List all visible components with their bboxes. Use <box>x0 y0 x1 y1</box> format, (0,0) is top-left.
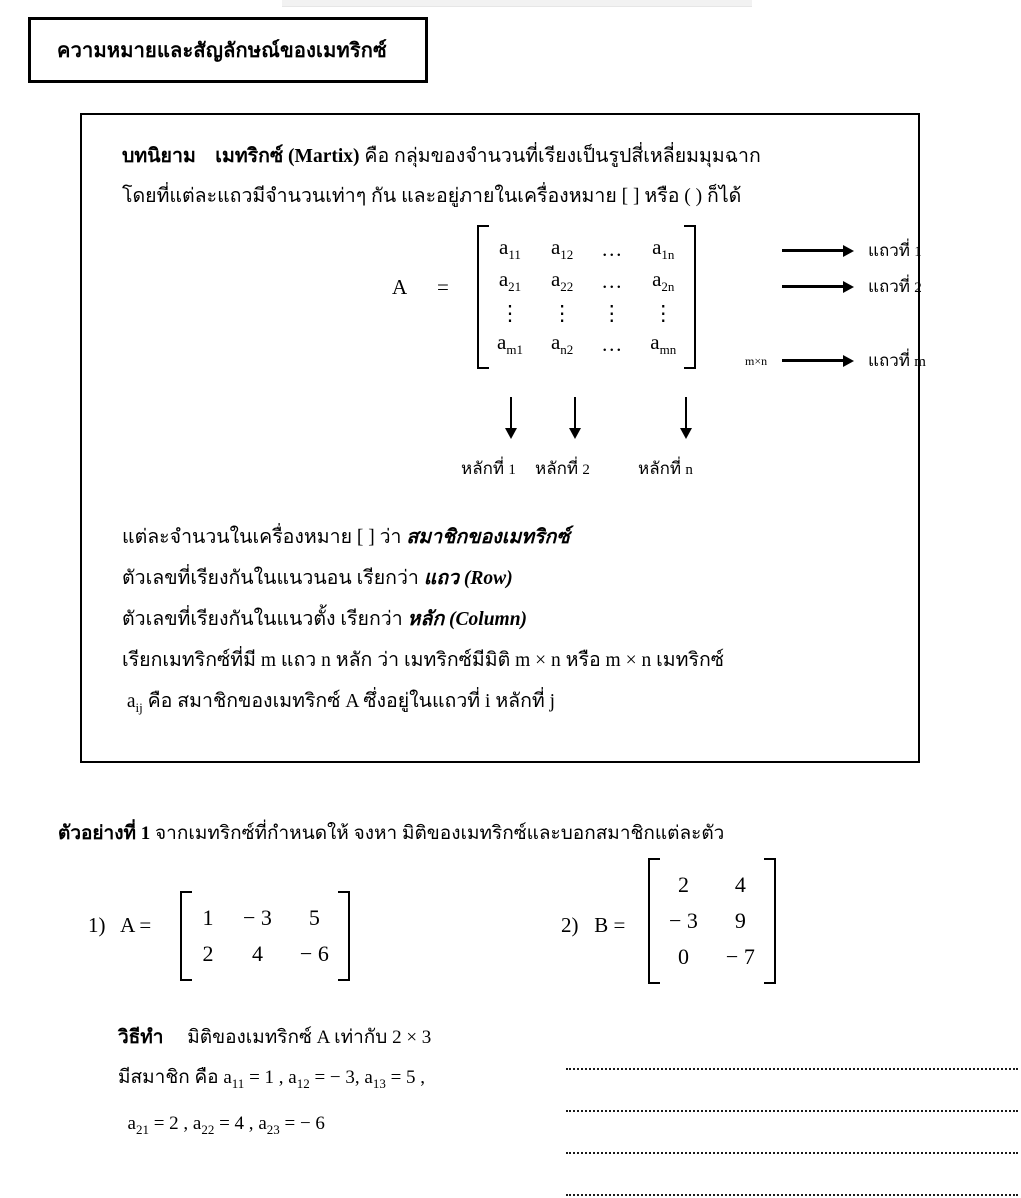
row-label-m: แถวที่ m <box>868 351 926 370</box>
column-label-1: หลักที่ 1 <box>461 459 516 478</box>
arrow-right-icon <box>782 285 844 288</box>
matrix-cell: − 3 <box>243 905 272 930</box>
matrix-cell: 4 <box>251 941 263 966</box>
matrix-cell: $a_{n2}$ <box>550 330 574 358</box>
solution-label: วิธีทำ <box>118 1027 164 1048</box>
term-column: หลัก (Column) <box>407 609 528 630</box>
matrix-cell: 1 <box>202 905 214 930</box>
table-row <box>656 904 768 938</box>
term-element-of-matrix: สมาชิกของเมทริกซ์ <box>406 527 570 548</box>
matrix-bracket <box>477 227 696 367</box>
matrix-cell: 2 <box>202 941 214 966</box>
definition-line-1 <box>122 137 890 177</box>
definition-line-1-rest: คือ กลุ่มของจำนวนที่เรียงเป็นรูปสี่เหลี่ยมมุมฉาก <box>364 146 761 167</box>
matrix-cell-vdots: ⋮ <box>652 300 674 325</box>
matrix-name: A <box>392 275 408 299</box>
example-item-number: 2) <box>561 913 579 937</box>
matrix-dimension-subscript: m×n <box>745 354 768 368</box>
definition-note-5: $a_{ij}$ คือ สมาชิกของเมทริกซ์ A ซึ่งอยู่ในแถวที่ i หลักที่ j <box>126 691 556 715</box>
solution-dimension-text: มิติของเมทริกซ์ A เท่ากับ 2 × 3 <box>187 1027 432 1048</box>
arrow-right-icon <box>782 359 844 362</box>
matrix-cell: $a_{21}$ <box>498 267 522 295</box>
row-arrow-3 <box>782 347 926 374</box>
matrix-cell: − 7 <box>725 944 755 969</box>
solution-line-1 <box>118 1018 431 1058</box>
matrix-row <box>483 265 690 297</box>
matrix-cell: − 3 <box>669 908 698 933</box>
matrix-cell-vdots: ⋮ <box>499 300 521 325</box>
answer-line[interactable] <box>566 1114 1018 1154</box>
solution-element: $a_{22} = 4$ , <box>192 1112 254 1137</box>
matrix-row <box>483 233 690 265</box>
table-row <box>656 868 768 902</box>
answer-line[interactable] <box>566 1156 1018 1196</box>
column-label-2: หลักที่ 2 <box>535 459 590 478</box>
matrix-bracket <box>648 860 776 982</box>
matrix-cell: $a_{m1}$ <box>497 330 523 358</box>
example-matrix-a <box>180 893 350 979</box>
matrix-cell: 0 <box>677 944 689 969</box>
matrix-cell: … <box>601 331 623 356</box>
matrix-row <box>483 297 690 328</box>
definition-note-2: ตัวเลขที่เรียงกันในแนวนอน เรียกว่า แถว (Row) <box>122 568 513 589</box>
solution-element: $a_{13} = 5$ , <box>364 1067 426 1091</box>
example-equals-sign: = <box>139 913 152 937</box>
example-item-2-label <box>561 913 625 938</box>
definition-term: เมทริกซ์ (Martix) <box>215 146 360 167</box>
row-arrow-2 <box>782 273 922 300</box>
matrix-cell: … <box>601 236 623 261</box>
matrix-equals-sign: = <box>437 275 449 299</box>
solution-element: $a_{11} = 1$ , <box>223 1067 284 1091</box>
row-arrow-1 <box>782 237 922 264</box>
matrix-cell: − 6 <box>299 941 329 966</box>
definition-label: บทนิยาม <box>122 146 196 167</box>
example-heading-text: จากเมทริกซ์ที่กำหนดให้ จงหา มิติของเมทริกซ์และบอกสมาชิกแต่ละตัว <box>155 823 725 844</box>
matrix-grid <box>483 233 690 361</box>
general-matrix-illustration <box>122 223 926 513</box>
definition-note-3: ตัวเลขที่เรียงกันในแนวตั้ง เรียกว่า หลัก (Column) <box>122 609 528 630</box>
matrix-cell: $a_{2n}$ <box>652 267 675 295</box>
table-row <box>188 937 342 971</box>
matrix-cell: 9 <box>734 908 746 933</box>
matrix-cell: 2 <box>677 872 689 897</box>
row-label-1: แถวที่ 1 <box>868 241 922 260</box>
definition-box <box>80 113 926 763</box>
column-label-n: หลักที่ n <box>638 459 693 478</box>
solution-block <box>118 1018 431 1150</box>
example-matrix-name: B <box>594 913 609 937</box>
column-arrow-2 <box>569 397 581 439</box>
example-heading-label: ตัวอย่างที่ 1 <box>58 823 151 844</box>
arrow-down-icon <box>685 397 688 429</box>
page-top-edge-strip <box>282 0 752 7</box>
answer-lines <box>566 1030 1018 1198</box>
matrix-cell: $a_{22}$ <box>550 267 574 295</box>
matrix-cell-vdots: ⋮ <box>551 300 573 325</box>
example-matrix-name: A <box>120 913 135 937</box>
section-title-box <box>28 17 428 83</box>
table-row <box>188 901 342 935</box>
answer-line[interactable] <box>566 1072 1018 1112</box>
column-arrow-1 <box>505 397 517 439</box>
matrix-cell: $a_{12}$ <box>550 235 574 263</box>
table-row <box>656 940 768 974</box>
matrix-cell: 4 <box>734 872 746 897</box>
solution-element: $a_{21} = 2$ , <box>127 1112 189 1137</box>
matrix-cell: $a_{11}$ <box>499 235 521 263</box>
definition-note-1: แต่ละจำนวนในเครื่องหมาย [ ] ว่า สมาชิกของเมทริกซ์ <box>122 527 570 548</box>
matrix-grid <box>654 866 770 976</box>
solution-line-2: มีสมาชิก คือ $a_{11} = 1$ , $a_{12}$ = − 3, $a_{13} = 5$ , <box>118 1067 426 1091</box>
matrix-bracket <box>180 893 350 979</box>
example-matrix-b <box>648 860 776 982</box>
matrix-cell: $a_{mn}$ <box>650 330 677 358</box>
arrow-down-icon <box>574 397 577 429</box>
term-row: แถว (Row) <box>423 568 513 589</box>
row-label-2: แถวที่ 2 <box>868 277 922 296</box>
matrix-cell-vdots: ⋮ <box>601 300 623 325</box>
matrix-cell: 5 <box>308 905 320 930</box>
column-arrow-3 <box>680 397 692 439</box>
definition-line-2: โดยที่แต่ละแถวมีจำนวนเท่าๆ กัน และอยู่ภายในเครื่องหมาย [ ] หรือ ( ) ก็ได้ <box>122 186 742 207</box>
example-heading <box>58 818 724 848</box>
arrow-right-icon <box>782 249 844 252</box>
matrix-row <box>483 328 690 360</box>
example-item-1-label <box>88 913 151 938</box>
matrix-cell: … <box>601 268 623 293</box>
page-title: ความหมายและสัญลักษณ์ของเมทริกซ์ <box>57 40 387 62</box>
example-item-number: 1) <box>88 913 106 937</box>
matrix-cell: $a_{1n}$ <box>652 235 675 263</box>
definition-note-4: เรียกเมทริกซ์ที่มี m แถว n หลัก ว่า เมทริกซ์มีมิติ m × n หรือ m × n เมทริกซ์ <box>122 650 724 671</box>
solution-element: $a_{23}$ = − 6 <box>258 1112 325 1137</box>
answer-line[interactable] <box>566 1030 1018 1070</box>
example-equals-sign: = <box>613 913 626 937</box>
arrow-down-icon <box>510 397 513 429</box>
matrix-grid <box>186 899 344 973</box>
solution-element: $a_{12}$ = − 3, <box>288 1067 360 1091</box>
solution-line-3 <box>118 1104 431 1150</box>
